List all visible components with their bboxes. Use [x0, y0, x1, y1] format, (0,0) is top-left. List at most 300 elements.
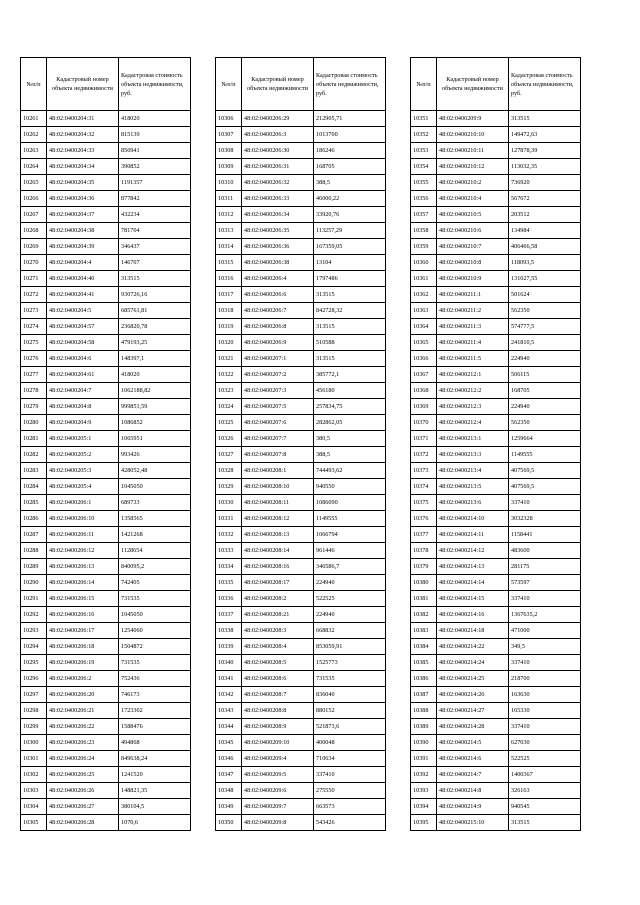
- header-number: №п/п: [21, 58, 47, 111]
- cadastral-value: 1723302: [119, 703, 191, 719]
- row-number: 10350: [216, 815, 242, 831]
- row-number: 10346: [216, 751, 242, 767]
- cadastral-value: 1158441: [509, 527, 581, 543]
- table-row: [411, 351, 581, 367]
- cadastral-value: 1066794: [314, 527, 386, 543]
- row-number: 10288: [21, 543, 47, 559]
- table-row: [216, 719, 386, 735]
- row-number: 10329: [216, 479, 242, 495]
- cadastral-value: 380,5: [314, 431, 386, 447]
- cadastral-value: 313515: [509, 111, 581, 127]
- table-row: [21, 815, 191, 831]
- row-number: 10390: [411, 735, 437, 751]
- row-number: 10393: [411, 783, 437, 799]
- cadastral-number: 48:02:0400211:1: [437, 287, 509, 303]
- table-row: [21, 335, 191, 351]
- row-number: 10330: [216, 495, 242, 511]
- cadastral-number: 48:02:0400206:26: [47, 783, 119, 799]
- cadastral-number: 48:02:0400204:58: [47, 335, 119, 351]
- cadastral-value: 313515: [314, 287, 386, 303]
- table-row: [411, 687, 581, 703]
- table-row: [216, 543, 386, 559]
- cadastral-number: 48:02:0400208:11: [242, 495, 314, 511]
- table-row: [21, 159, 191, 175]
- table-row: [411, 783, 581, 799]
- row-number: 10294: [21, 639, 47, 655]
- cadastral-value: 224940: [314, 575, 386, 591]
- cadastral-value: 346586,7: [314, 559, 386, 575]
- row-number: 10325: [216, 415, 242, 431]
- row-number: 10368: [411, 383, 437, 399]
- table-row: [411, 815, 581, 831]
- cadastral-value: 167359,05: [314, 239, 386, 255]
- cadastral-value: 326163: [509, 783, 581, 799]
- cadastral-number: 48:02:0400206:4: [242, 271, 314, 287]
- cadastral-value: 218700: [509, 671, 581, 687]
- cadastral-number: 48:02:0400207:2: [242, 367, 314, 383]
- table-row: [411, 639, 581, 655]
- cadastral-number: 48:02:0400214:12: [437, 543, 509, 559]
- cadastral-value: 1013700: [314, 127, 386, 143]
- cadastral-value: 418020: [119, 111, 191, 127]
- cadastral-number: 48:02:0400207:3: [242, 383, 314, 399]
- table-row: [21, 319, 191, 335]
- row-number: 10290: [21, 575, 47, 591]
- cadastral-value: 1241520: [119, 767, 191, 783]
- row-number: 10359: [411, 239, 437, 255]
- cadastral-value: 224940: [509, 351, 581, 367]
- cadastral-number: 48:02:0400206:1: [47, 495, 119, 511]
- cadastral-value: 33920,76: [314, 207, 386, 223]
- cadastral-value: 337410: [509, 655, 581, 671]
- table-row: [216, 239, 386, 255]
- cadastral-number: 48:02:0400204:37: [47, 207, 119, 223]
- cadastral-number: 48:02:0400209:8: [242, 815, 314, 831]
- row-number: 10283: [21, 463, 47, 479]
- header-row: [216, 58, 386, 111]
- row-number: 10284: [21, 479, 47, 495]
- row-number: 10321: [216, 351, 242, 367]
- cadastral-value: 186246: [314, 143, 386, 159]
- table-row: [21, 767, 191, 783]
- cadastral-value: 165330: [509, 703, 581, 719]
- cadastral-number: 48:02:0400209:10: [242, 735, 314, 751]
- cadastral-number: 48:02:0400206:31: [242, 159, 314, 175]
- cadastral-number: 48:02:0400206:17: [47, 623, 119, 639]
- table-row: [411, 655, 581, 671]
- row-number: 10341: [216, 671, 242, 687]
- cadastral-number: 48:02:0400206:24: [47, 751, 119, 767]
- cadastral-value: 815139: [119, 127, 191, 143]
- cadastral-number: 48:02:0400212:1: [437, 367, 509, 383]
- cadastral-number: 48:02:0400208:9: [242, 719, 314, 735]
- cadastral-number: 48:02:0400206:9: [242, 335, 314, 351]
- cadastral-number: 48:02:0400206:2: [47, 671, 119, 687]
- table-row: [21, 463, 191, 479]
- cadastral-number: 48:02:0400214:22: [437, 639, 509, 655]
- cadastral-value: 627030: [509, 735, 581, 751]
- table-row: [216, 447, 386, 463]
- cadastral-value: 3032328: [509, 511, 581, 527]
- cadastral-value: 275550: [314, 783, 386, 799]
- cadastral-number: 48:02:0400214:13: [437, 559, 509, 575]
- row-number: 10278: [21, 383, 47, 399]
- cadastral-value: 1259664: [509, 431, 581, 447]
- cadastral-number: 48:02:0400213:1: [437, 431, 509, 447]
- table-row: [216, 367, 386, 383]
- cadastral-number: 48:02:0400204:7: [47, 383, 119, 399]
- cadastral-value: 849638,24: [119, 751, 191, 767]
- row-number: 10380: [411, 575, 437, 591]
- table-row: [411, 383, 581, 399]
- table-row: [411, 415, 581, 431]
- cadastral-number: 48:02:0400206:7: [242, 303, 314, 319]
- header-cadastral-number: Кадастровый номер объекта недвижимости: [47, 58, 119, 111]
- table-row: [21, 799, 191, 815]
- cadastral-number: 48:02:0400206:18: [47, 639, 119, 655]
- row-number: 10289: [21, 559, 47, 575]
- cadastral-value: 781704: [119, 223, 191, 239]
- cadastral-number: 48:02:0400204:35: [47, 175, 119, 191]
- table-row: [411, 799, 581, 815]
- row-number: 10324: [216, 399, 242, 415]
- cadastral-value: 940545: [509, 799, 581, 815]
- cadastral-value: 685761,81: [119, 303, 191, 319]
- table-row: [216, 271, 386, 287]
- cadastral-value: 940550: [314, 479, 386, 495]
- cadastral-number: 48:02:0400204:4: [47, 255, 119, 271]
- row-number: 10285: [21, 495, 47, 511]
- table-row: [411, 207, 581, 223]
- cadastral-value: 731535: [119, 655, 191, 671]
- table-row: [21, 703, 191, 719]
- cadastral-number: 48:02:0400214:8: [437, 783, 509, 799]
- cadastral-number: 48:02:0400207:8: [242, 447, 314, 463]
- table-row: [411, 239, 581, 255]
- cadastral-number: 48:02:0400204:38: [47, 223, 119, 239]
- table-row: [21, 255, 191, 271]
- table-row: [21, 239, 191, 255]
- table-row: [411, 127, 581, 143]
- table-row: [216, 751, 386, 767]
- table-row: [411, 543, 581, 559]
- row-number: 10296: [21, 671, 47, 687]
- cadastral-value: 840095,2: [119, 559, 191, 575]
- table-row: [411, 287, 581, 303]
- cadastral-value: 224940: [509, 399, 581, 415]
- row-number: 10371: [411, 431, 437, 447]
- cadastral-number: 48:02:0400204:32: [47, 127, 119, 143]
- row-number: 10261: [21, 111, 47, 127]
- row-number: 10386: [411, 671, 437, 687]
- cadastral-number: 48:02:0400211:3: [437, 319, 509, 335]
- table-row: [411, 511, 581, 527]
- table-row: [411, 607, 581, 623]
- row-number: 10312: [216, 207, 242, 223]
- table-row: [411, 623, 581, 639]
- cadastral-number: 48:02:0400206:33: [242, 191, 314, 207]
- cadastral-value: 149472,63: [509, 127, 581, 143]
- table-row: [216, 735, 386, 751]
- table-row: [411, 671, 581, 687]
- cadastral-value: 113032,35: [509, 159, 581, 175]
- row-number: 10300: [21, 735, 47, 751]
- cadastral-number: 48:02:0400206:29: [242, 111, 314, 127]
- table-row: [21, 687, 191, 703]
- table-body: [411, 111, 581, 831]
- row-number: 10270: [21, 255, 47, 271]
- row-number: 10266: [21, 191, 47, 207]
- table-row: [411, 591, 581, 607]
- row-number: 10367: [411, 367, 437, 383]
- cadastral-number: 48:02:0400204:33: [47, 143, 119, 159]
- cadastral-value: 400048: [314, 735, 386, 751]
- cadastral-number: 48:02:0400206:6: [242, 287, 314, 303]
- cadastral-value: 1086852: [119, 415, 191, 431]
- table-row: [21, 111, 191, 127]
- cadastral-number: 48:02:0400204:61: [47, 367, 119, 383]
- cadastral-value: 236820,78: [119, 319, 191, 335]
- cadastral-value: 407569,5: [509, 463, 581, 479]
- row-number: 10265: [21, 175, 47, 191]
- table-row: [411, 223, 581, 239]
- cadastral-number: 48:02:0400206:12: [47, 543, 119, 559]
- cadastral-number: 48:02:0400208:7: [242, 687, 314, 703]
- cadastral-number: 48:02:0400208:6: [242, 671, 314, 687]
- cadastral-number: 48:02:0400207:1: [242, 351, 314, 367]
- cadastral-value: 1367635,2: [509, 607, 581, 623]
- table-row: [216, 399, 386, 415]
- cadastral-number: 48:02:0400206:15: [47, 591, 119, 607]
- row-number: 10363: [411, 303, 437, 319]
- row-number: 10331: [216, 511, 242, 527]
- table-row: [21, 303, 191, 319]
- cadastral-value: 349,5: [509, 639, 581, 655]
- table-row: [216, 463, 386, 479]
- cadastral-number: 48:02:0400204:5: [47, 303, 119, 319]
- row-number: 10365: [411, 335, 437, 351]
- row-number: 10301: [21, 751, 47, 767]
- table-row: [411, 575, 581, 591]
- cadastral-value: 456180: [314, 383, 386, 399]
- table-row: [411, 447, 581, 463]
- cadastral-value: 731535: [314, 671, 386, 687]
- cadastral-number: 48:02:0400204:6: [47, 351, 119, 367]
- row-number: 10268: [21, 223, 47, 239]
- table-row: [411, 175, 581, 191]
- cadastral-number: 48:02:0400212:3: [437, 399, 509, 415]
- cadastral-value: 742405: [119, 575, 191, 591]
- table-row: [216, 143, 386, 159]
- row-number: 10281: [21, 431, 47, 447]
- row-number: 10373: [411, 463, 437, 479]
- table-row: [216, 415, 386, 431]
- row-number: 10272: [21, 287, 47, 303]
- cadastral-number: 48:02:0400208:3: [242, 623, 314, 639]
- cadastral-value: 853059,91: [314, 639, 386, 655]
- row-number: 10376: [411, 511, 437, 527]
- row-number: 10358: [411, 223, 437, 239]
- cadastral-value: 1358565: [119, 511, 191, 527]
- row-number: 10267: [21, 207, 47, 223]
- cadastral-number: 48:02:0400215:10: [437, 815, 509, 831]
- cadastral-number: 48:02:0400208:13: [242, 527, 314, 543]
- cadastral-number: 48:02:0400206:38: [242, 255, 314, 271]
- cadastral-number: 48:02:0400206:22: [47, 719, 119, 735]
- table-row: [411, 399, 581, 415]
- cadastral-number: 48:02:0400206:14: [47, 575, 119, 591]
- cadastral-value: 168705: [509, 383, 581, 399]
- table-row: [21, 447, 191, 463]
- cadastral-number: 48:02:0400212:4: [437, 415, 509, 431]
- row-number: 10305: [21, 815, 47, 831]
- row-number: 10374: [411, 479, 437, 495]
- table-row: [411, 527, 581, 543]
- row-number: 10292: [21, 607, 47, 623]
- cadastral-value: 1191357: [119, 175, 191, 191]
- cadastral-number: 48:02:0400207:6: [242, 415, 314, 431]
- table-row: [216, 159, 386, 175]
- row-number: 10378: [411, 543, 437, 559]
- row-number: 10304: [21, 799, 47, 815]
- table-row: [216, 479, 386, 495]
- cadastral-number: 48:02:0400206:16: [47, 607, 119, 623]
- table-row: [216, 127, 386, 143]
- row-number: 10384: [411, 639, 437, 655]
- table-row: [411, 495, 581, 511]
- table-row: [21, 431, 191, 447]
- row-number: 10381: [411, 591, 437, 607]
- cadastral-value: 127878,39: [509, 143, 581, 159]
- table-row: [21, 559, 191, 575]
- cadastral-number: 48:02:0400204:31: [47, 111, 119, 127]
- table-row: [216, 559, 386, 575]
- row-number: 10318: [216, 303, 242, 319]
- row-number: 10313: [216, 223, 242, 239]
- header-row: [411, 58, 581, 111]
- cadastral-value: 731535: [119, 591, 191, 607]
- table-row: [216, 111, 386, 127]
- cadastral-number: 48:02:0400211:2: [437, 303, 509, 319]
- table-row: [216, 799, 386, 815]
- table-row: [21, 383, 191, 399]
- table-row: [411, 751, 581, 767]
- row-number: 10362: [411, 287, 437, 303]
- cadastral-number: 48:02:0400214:6: [437, 751, 509, 767]
- row-number: 10364: [411, 319, 437, 335]
- row-number: 10338: [216, 623, 242, 639]
- cadastral-value: 337410: [314, 767, 386, 783]
- table-row: [216, 255, 386, 271]
- table-row: [216, 511, 386, 527]
- table-row: [21, 351, 191, 367]
- cadastral-value: 313515: [314, 319, 386, 335]
- cadastral-value: 522525: [314, 591, 386, 607]
- cadastral-number: 48:02:0400206:30: [242, 143, 314, 159]
- cadastral-value: 146707: [119, 255, 191, 271]
- table-row: [21, 607, 191, 623]
- row-number: 10369: [411, 399, 437, 415]
- row-number: 10357: [411, 207, 437, 223]
- cadastral-number: 48:02:0400214:27: [437, 703, 509, 719]
- row-number: 10299: [21, 719, 47, 735]
- row-number: 10348: [216, 783, 242, 799]
- cadastral-value: 689733: [119, 495, 191, 511]
- row-number: 10332: [216, 527, 242, 543]
- table-row: [411, 719, 581, 735]
- cadastral-value: 13104: [314, 255, 386, 271]
- cadastral-number: 48:02:0400206:21: [47, 703, 119, 719]
- cadastral-number: 48:02:0400205:3: [47, 463, 119, 479]
- table-row: [411, 255, 581, 271]
- cadastral-value: 148821,35: [119, 783, 191, 799]
- table-row: [411, 767, 581, 783]
- cadastral-value: 163630: [509, 687, 581, 703]
- table-row: [411, 191, 581, 207]
- cadastral-value: 1421268: [119, 527, 191, 543]
- table-row: [216, 767, 386, 783]
- row-number: 10361: [411, 271, 437, 287]
- cadastral-number: 48:02:0400214:25: [437, 671, 509, 687]
- cadastral-value: 668832: [314, 623, 386, 639]
- cadastral-number: 48:02:0400211:4: [437, 335, 509, 351]
- cadastral-value: 993426: [119, 447, 191, 463]
- cadastral-number: 48:02:0400208:16: [242, 559, 314, 575]
- cadastral-value: 510588: [314, 335, 386, 351]
- row-number: 10328: [216, 463, 242, 479]
- row-number: 10334: [216, 559, 242, 575]
- cadastral-value: 930726,16: [119, 287, 191, 303]
- table-row: [411, 319, 581, 335]
- cadastral-value: 134984: [509, 223, 581, 239]
- cadastral-number: 48:02:0400206:8: [242, 319, 314, 335]
- cadastral-value: 241810,5: [509, 335, 581, 351]
- row-number: 10344: [216, 719, 242, 735]
- row-number: 10302: [21, 767, 47, 783]
- table-body: [21, 111, 191, 831]
- cadastral-number: 48:02:0400210:4: [437, 191, 509, 207]
- row-number: 10282: [21, 447, 47, 463]
- table-row: [21, 367, 191, 383]
- row-number: 10388: [411, 703, 437, 719]
- row-number: 10345: [216, 735, 242, 751]
- table-row: [216, 175, 386, 191]
- table-row: [216, 815, 386, 831]
- cadastral-value: 282862,05: [314, 415, 386, 431]
- row-number: 10379: [411, 559, 437, 575]
- header-cadastral-number: Кадастровый номер объекта недвижимости: [242, 58, 314, 111]
- cadastral-number: 48:02:0400204:9: [47, 415, 119, 431]
- table-row: [21, 783, 191, 799]
- cadastral-value: 337410: [509, 591, 581, 607]
- cadastral-value: 471000: [509, 623, 581, 639]
- cadastral-number: 48:02:0400206:25: [47, 767, 119, 783]
- cadastral-value: 313515: [119, 271, 191, 287]
- cadastral-number: 48:02:0400210:12: [437, 159, 509, 175]
- table-row: [411, 335, 581, 351]
- table-row: [216, 639, 386, 655]
- cadastral-number: 48:02:0400206:36: [242, 239, 314, 255]
- cadastral-value: 224940: [314, 607, 386, 623]
- row-number: 10298: [21, 703, 47, 719]
- cadastral-number: 48:02:0400214:14: [437, 575, 509, 591]
- cadastral-number: 48:02:0400214:16: [437, 607, 509, 623]
- cadastral-number: 48:02:0400210:11: [437, 143, 509, 159]
- cadastral-value: 567672: [509, 191, 581, 207]
- row-number: 10395: [411, 815, 437, 831]
- row-number: 10317: [216, 287, 242, 303]
- cadastral-number: 48:02:0400206:34: [242, 207, 314, 223]
